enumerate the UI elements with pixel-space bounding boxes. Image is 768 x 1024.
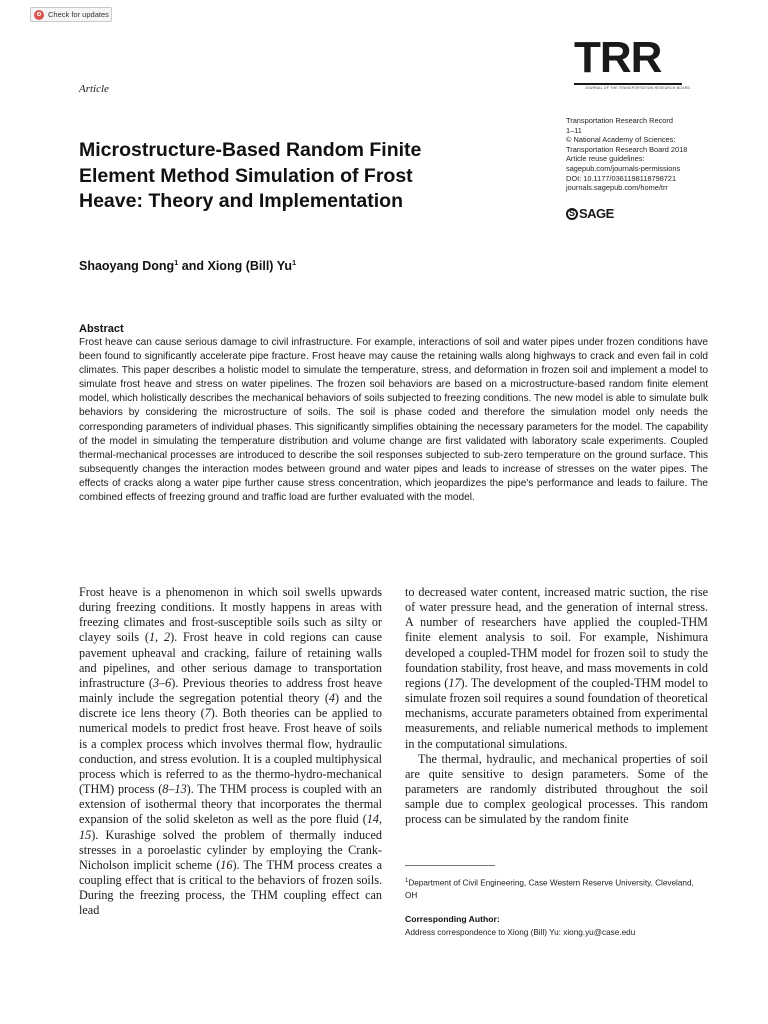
text-run: ). Kurashige solved the problem of thermally induced stresses in a poroelastic cylinder by employing the Crank-Nicholson implicit scheme (: [79, 827, 382, 872]
check-for-updates-label: Check for updates: [48, 10, 109, 19]
affiliation-footnote: [405, 875, 705, 903]
meta-reuse-link[interactable]: sagepub.com/journals-permissions: [566, 163, 681, 173]
article-type: Article: [79, 83, 109, 95]
citation-ref: 17: [448, 675, 461, 690]
citation-ref: 15: [79, 827, 92, 842]
text-run: ,: [378, 812, 382, 827]
title-line: Element Method Simulation of Frost: [79, 164, 413, 187]
citation-ref: 2: [163, 630, 171, 645]
text-run: ) and the discrete ice lens theory (: [79, 691, 382, 721]
author-list: [79, 258, 296, 273]
abstract-heading: Abstract: [79, 323, 124, 335]
sage-logo: [566, 206, 614, 221]
citation-ref: 1: [148, 630, 156, 645]
corresponding-author-text: Address correspondence to Xiong (Bill) Yu: xiong.yu@case.edu: [405, 928, 636, 937]
sage-icon: [566, 208, 578, 220]
abstract-text: Frost heave can cause serious damage to civil infrastructure. For example, interactions of soil and water pipes under frozen conditions have been found to significantly accelerate pipe fracture. Frost heave may cause the retaining walls along highways to crack and even fail in cold climates. This paper describes a holistic model to simulate the temperature, stress, and deformation in frozen soil and implement a model to simulate frost heave and stress on water pipelines. The frozen soil behaviors are based on a microstructure-based random finite element model, which holistically describes the mechanical behaviors of soils subjected to freezing conditions. The new model is able to simulate bulk behaviors by considering the microstructure of soils. The soil is phase coded and therefore the simulation model only needs the corresponding parameters of individual phases. This significantly simplifies obtaining the necessary parameters for the model. The capability of the model in simulating the temperature distribution and volume change are first validated with laboratory scale experiments. Coupled thermal-mechanical processes are introduced to describe the soil responses subjected to sub-zero temperature on the ground surface. This subsequently changes the interaction modes between ground and water pipes and leads to increase of stresses on the water pipes. The effects of cracks along a water pipe further cause stress concentration, which jeopardizes the pipe's performance and leads to failure. The combined effects of freezing ground and traffic load are further evaluated with the model.: [79, 337, 708, 504]
citation-ref: 4: [328, 691, 336, 706]
citation-ref: 8–13: [162, 782, 187, 797]
title-line: Heave: Theory and Implementation: [79, 190, 403, 212]
citation-ref: 14: [366, 812, 379, 827]
text-run: ). The THM process is coupled with an extension of isothermal theory that incorporates the thermal expansion of the solid skeleton as well as the pore fluid (: [79, 782, 382, 827]
citation-ref: 7: [204, 706, 211, 721]
meta-journal-link[interactable]: journals.sagepub.com/home/trr: [566, 183, 668, 193]
author-name: Shaoyang Dong: [79, 259, 175, 274]
text-run: ). The THM process creates a coupling effect that is critical to the behaviors of frozen soils. During the freezing process, the THM coupling effect can lead: [79, 857, 382, 918]
check-for-updates-icon: [34, 10, 44, 20]
journal-metadata: [566, 116, 756, 193]
meta-doi[interactable]: DOI: 10.1177/0361198118798721: [566, 173, 677, 183]
corresponding-author-heading: Corresponding Author:: [405, 914, 500, 924]
meta-copyright-year: Transportation Research Board 2018: [566, 144, 688, 154]
body-column-right: [405, 585, 708, 828]
author-conjunction: and: [178, 259, 208, 274]
sage-wordmark: SAGE: [579, 206, 614, 221]
check-for-updates-badge[interactable]: [30, 7, 112, 22]
meta-copyright: © National Academy of Sciences:: [566, 135, 676, 145]
text-run: ). Both theories can be applied to numerical models to predict frost heave. Frost heave of soils is a complex process which involves thermal flow, hydraulic conduction, and stress evolution. It is a coupled multiphysical process which is referred to as the thermo-hydro-mechanical (THM) process (: [79, 706, 382, 797]
meta-reuse-label: Article reuse guidelines:: [566, 154, 645, 164]
footnote-divider: [405, 865, 495, 866]
footnote-mark: 1: [405, 878, 409, 884]
logo-subtitle: JOURNAL OF THE TRANSPORTATION RESEARCH BOARD: [585, 86, 691, 90]
meta-journal-name: Transportation Research Record: [566, 116, 673, 125]
text-run: ). Previous theories to address frost heave mainly include the segregation potential theory (: [79, 675, 382, 706]
trr-logo: TRR: [574, 33, 662, 82]
text-run: Frost heave is a phenomenon in which soil swells upwards during freezing conditions. It mostly happens in areas with freezing climates and frost-susceptible soils such as silty or clayey soils (: [79, 585, 382, 645]
body-paragraph: [79, 585, 382, 918]
body-column-left: [79, 585, 382, 918]
author-affiliation-mark: 1: [174, 258, 179, 267]
citation-ref: 16: [220, 857, 233, 872]
text-run: to decreased water content, increased matric suction, the rise of water pressure head, and the generation of internal stress. A number of researchers have applied the coupled-THM finite element analysis to soil. For example, Nishimura developed a coupled-THM model for frozen soil to study the foundation stability, frost heave, and mass movements in cold regions (: [405, 585, 708, 690]
logo-divider: [574, 83, 682, 85]
citation-ref: 3–6: [152, 675, 172, 690]
text-run: ). Frost heave in cold regions can cause pavement upheaval and cracking, failure of retaining walls and pipelines, and other serious damage to transportation infrastructure (: [79, 630, 383, 690]
text-run: ,: [155, 630, 164, 645]
affiliation-text: Department of Civil Engineering, Case Western Reserve University, Cleveland, OH: [405, 878, 694, 901]
body-paragraph: [405, 585, 708, 752]
author-affiliation-mark: 1: [292, 258, 297, 267]
meta-pages: 1–11: [566, 125, 582, 135]
text-run: ). The development of the coupled-THM model to simulate frozen soil requires a sound foundation of theoretical mechanisms, accurate parameters obtained from experimental measurements, and reliable numerical methods to implement in the computational simulations.: [405, 675, 708, 751]
body-paragraph: The thermal, hydraulic, and mechanical properties of soil are quite sensitive to design parameters. Some of the parameters are randomly distributed throughout the soil sample due to complex geological processes. This random process can be simulated by the random finite: [405, 751, 708, 827]
paper-title: [79, 138, 499, 215]
author-name: Xiong (Bill) Yu: [207, 259, 292, 274]
title-line: Microstructure-Based Random Finite: [79, 139, 422, 161]
